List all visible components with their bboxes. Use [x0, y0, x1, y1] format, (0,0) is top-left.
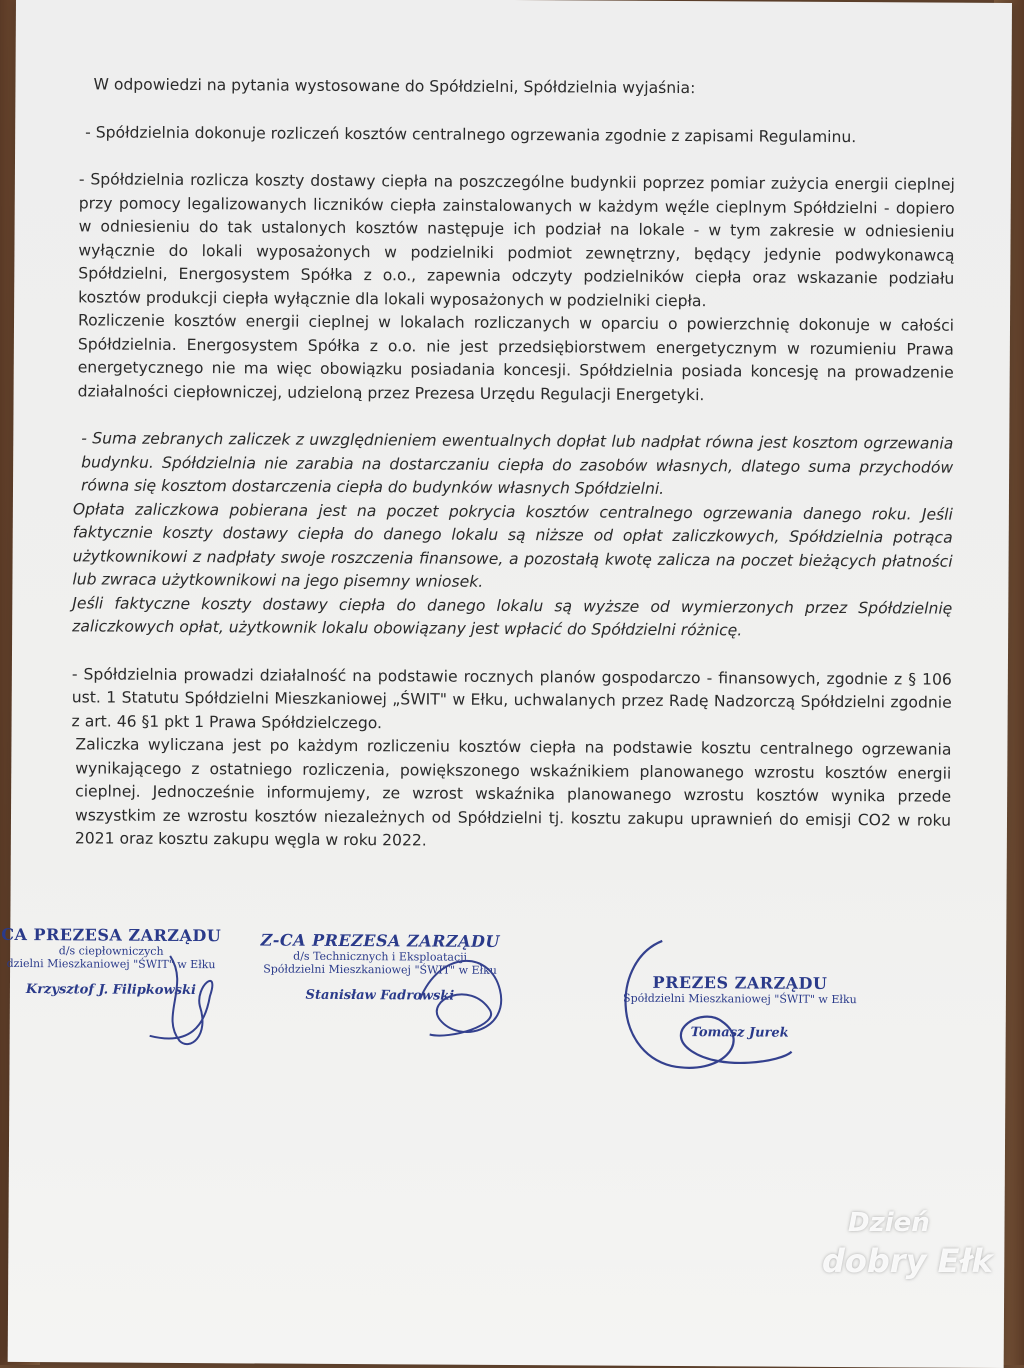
letter-intro: W odpowiedzi na pytania wystosowane do Spółdzielni, Spółdzielnia wyjaśnia: [93, 75, 696, 98]
signatory-name: Tomasz Jurek [690, 1025, 789, 1041]
signature-subtitle: d/s Technicznych i Eksploatacji [293, 949, 468, 964]
signature-subtitle: Spółdzielni Mieszkaniowej "ŚWIT" w Ełku [623, 991, 857, 1007]
watermark-line-1: Dzień [848, 1208, 930, 1238]
handwritten-signature-2 [400, 939, 521, 1050]
signature-block-president [600, 973, 880, 1042]
letter-paragraph-3: Rozliczenie kosztów energii cieplnej w lokalach rozliczanych w oparciu o powierzchnię dokonuje w całości Spółdzielnia. Energosystem Spółka z o.o. nie jest przedsiębiorstwem energetycznym w rozumieniu Prawa energetycznego nie ma więc obowiązku posiadania koncesji. Spółdzielnia posiada koncesję na prowadzenie działalności ciepłowniczej, udzieloną przez Prezesa Urzędu Regulacji Energetyki. [77, 311, 955, 404]
letter-paragraph-7: - Spółdzielnia prowadzi działalność na podstawie rocznych planów gospodarczo - finansowych, zgodnie z § 106 ust. 1 Statutu Spółdzielni Mieszkaniowej „ŚWIT" w Ełku, uchwalanych przez Radę Nadzorczą Spółdzielni zgodnie z art. 46 §1 pkt 1 Prawa Spółdzielczego. [71, 664, 952, 732]
signature-title: Z-CA PREZESA ZARZĄDU [260, 930, 500, 951]
letter-paragraph-2: - Spółdzielnia rozlicza koszty dostawy ciepła na poszczególne budynkii poprzez pomiar zużycia energii cieplnej przy pomocy legalizowanych liczników ciepła zainstalowanych w każdym węźle cieplnym Spółdzielni - dopiero w odniesieniu do tak ustalonych kosztów następuje ich podział na lokale - w tym zakresie w odniesieniu wyłącznie do lokali wyposażonych w podzielniki podmiot zewnętrzny, będący jedynie podwykonawcą Spółdzielni, Energosystem Spółka z o.o., zapewnia odczyty podzielników ciepła oraz wskazanie podziału kosztów produkcji ciepła wyłącznie dla lokali wyposażonych w podzielniki ciepła. [78, 170, 955, 310]
letter-body [71, 73, 956, 856]
handwritten-signature-1 [130, 946, 241, 1057]
letter-paragraph-4: - Suma zebranych zaliczek z uwzględnieniem ewentualnych dopłat lub nadpłat równa jest kosztom ogrzewania budynku. Spółdzielnia nie zarabia na dostarczaniu ciepła do zasobów własnych, dlatego suma przychodów równa się kosztom dostarczenia ciepła do budynków własnych Spółdzielni. [80, 429, 954, 498]
signatory-name: Krzysztof J. Filipkowski [25, 982, 197, 999]
letter-paragraph-8: Zaliczka wyliczana jest po każdym rozliczeniu kosztów ciepła na podstawie kosztu centralnego ogrzewania wynikającego z ostatniego rozliczenia, powiększonego wskaźnikiem planowanego wzrostu kosztów energii cieplnej. Jednocześnie informujemy, ze wzrost wskaźnika planowanego wzrostu kosztów wynika przede wszystkim ze wzrostu kosztów niezależnych od Spółdzielni tj. kosztu zakupu uprawnień do emisji CO2 w roku 2021 oraz kosztu zakupu węgla w roku 2022. [74, 735, 952, 850]
signature-subtitle: dzielni Mieszkaniowej "ŚWIT" w Ełku [6, 956, 216, 972]
watermark-logo [822, 1208, 1002, 1300]
letter-sheet [1, 0, 1012, 1368]
letter-paragraph-1: - Spółdzielnia dokonuje rozliczeń kosztów centralnego ogrzewania zgodnie z zapisami Regulaminu. [85, 122, 857, 146]
signature-subtitle: d/s ciepłowniczych [58, 944, 164, 958]
watermark-line-2: dobry Ełk [822, 1242, 993, 1280]
letter-paragraph-6: Jeśli faktyczne koszty dostawy ciepła do danego lokalu są wyższe od wymierzonych przez Spółdzielnię zaliczkowych opłat, użytkownik lokalu obowiązany jest wpłacić do Spółdzielni różnicę. [72, 593, 953, 640]
signature-title: CA PREZESA ZARZĄDU [1, 924, 222, 946]
signature-title: PREZES ZARZĄDU [652, 972, 828, 993]
letter-paragraph-5: Opłata zaliczkowa pobierana jest na poczet pokrycia kosztów centralnego ogrzewania danego roku. Jeśli faktycznie koszty dostawy ciepła do danego lokalu są niższe od opłat zaliczkowych, Spółdzielnia potrąca użytkownikowi z nadpłaty swoje roszczenia finansowe, a pozostałą kwotę zalicza na poczet bieżących płatności lub zwraca użytkownikowi na jego pisemny wniosek. [72, 499, 953, 591]
signature-subtitle: Spółdzielni Mieszkaniowej "ŚWIT" w Ełku [263, 962, 497, 977]
signatory-name: Stanisław Fadrowski [305, 987, 455, 1004]
